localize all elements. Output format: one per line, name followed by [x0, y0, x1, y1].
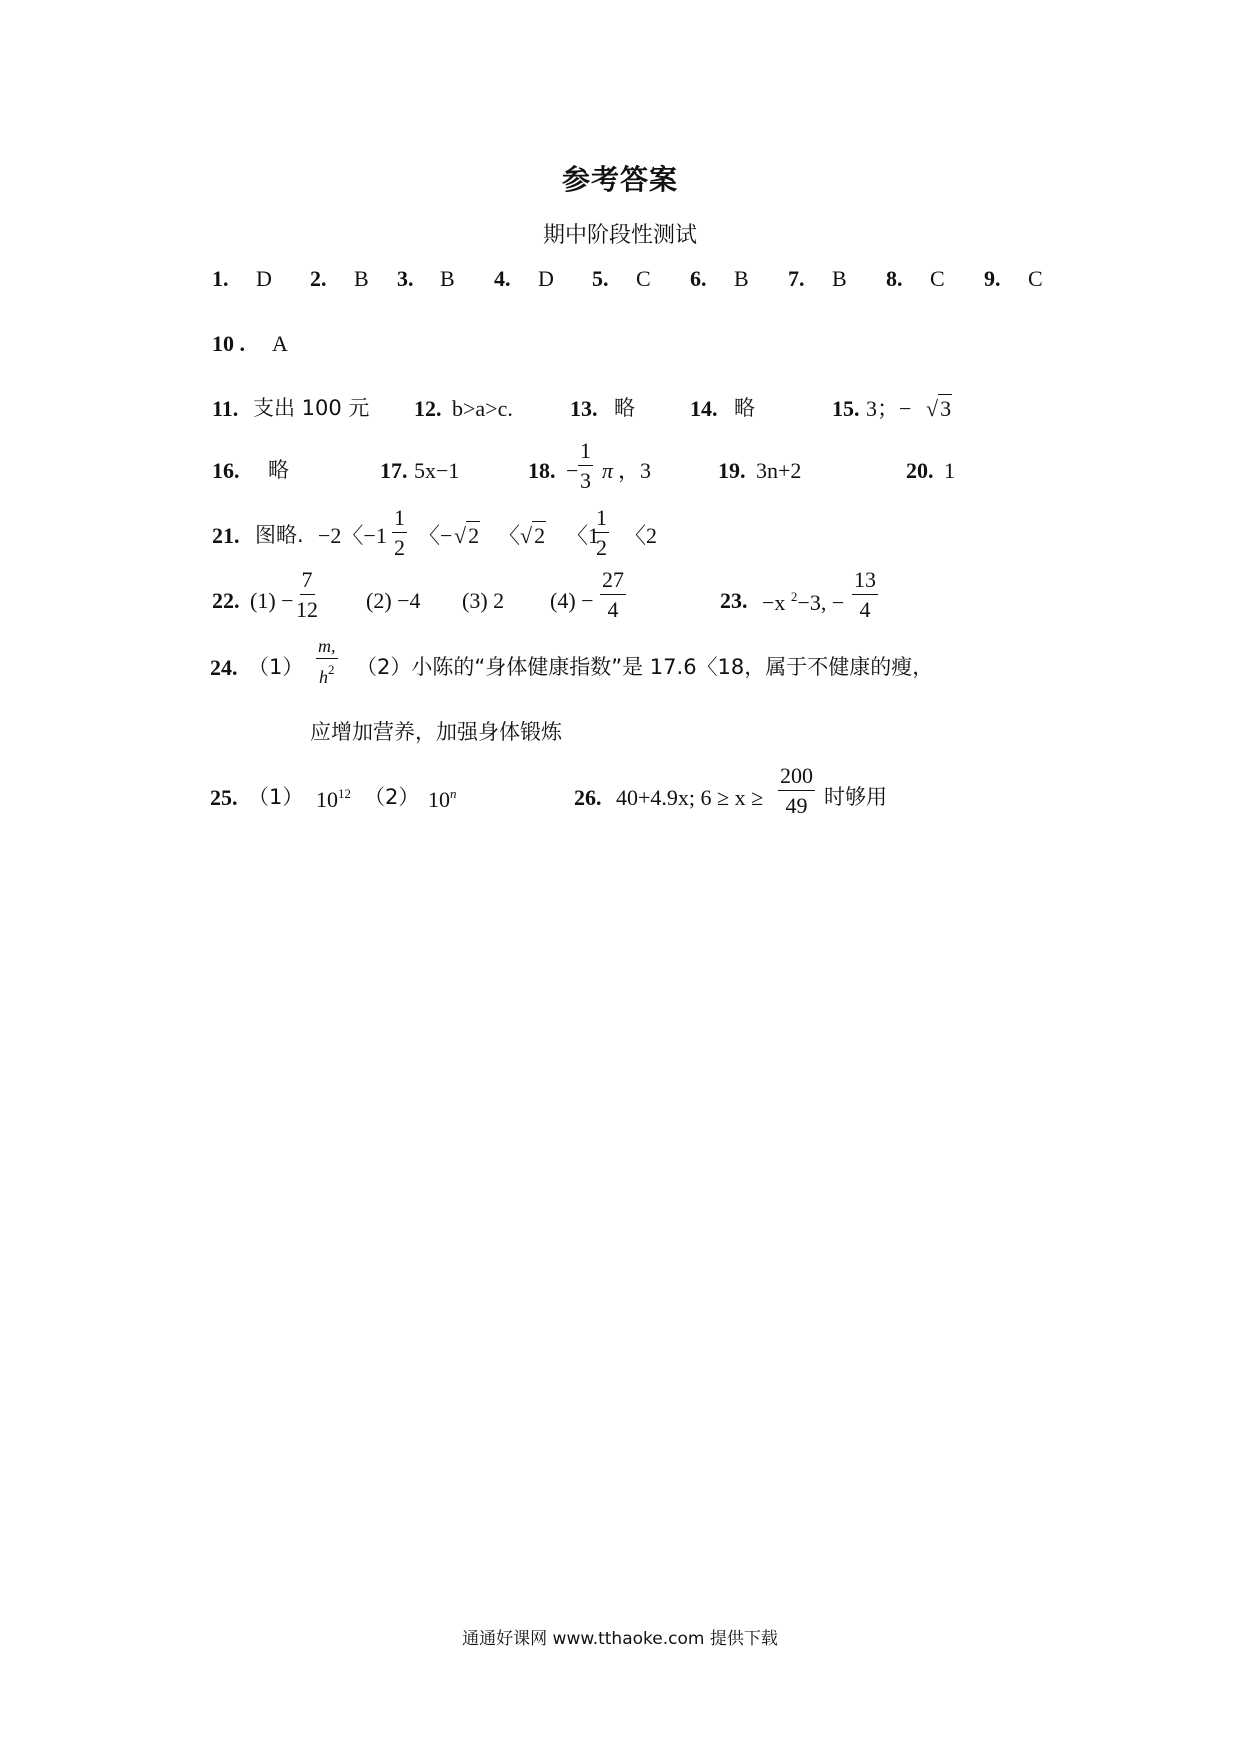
denominator: 4	[607, 597, 619, 622]
answer: C	[930, 266, 945, 291]
question-number: 10 .	[212, 331, 245, 356]
answers-row-7-continued	[0, 722, 1240, 762]
answer: 40+4.9x; 6 ≥ x ≥	[616, 785, 764, 810]
question-number: 5.	[592, 266, 609, 291]
question-number: 4.	[494, 266, 511, 291]
base: 10	[428, 787, 450, 812]
answer: B	[734, 266, 749, 291]
sub-answer: (4) −	[550, 588, 594, 613]
exponent: n	[450, 786, 457, 801]
question-number: 16.	[212, 458, 240, 483]
answer: 5x−1	[414, 458, 460, 483]
answer: 略	[734, 396, 755, 420]
expr-rest: −3, −	[797, 590, 845, 615]
inequality-part: 〈2	[624, 523, 658, 548]
fraction	[296, 569, 318, 621]
fraction	[392, 507, 407, 559]
answer: 略	[614, 396, 635, 420]
answer: C	[636, 266, 651, 291]
answers-row-5	[0, 505, 1240, 565]
inequality-part: 〈	[498, 523, 521, 548]
answers-row-4	[0, 438, 1240, 500]
question-number: 23.	[720, 588, 748, 613]
sub-answer: （1）	[248, 655, 304, 679]
answer: ，3	[618, 458, 652, 483]
denominator: 4	[859, 597, 871, 622]
numerator: 1	[578, 440, 593, 466]
exponent: 2	[790, 589, 798, 604]
numerator: 13	[852, 569, 878, 595]
answers-row-3	[0, 398, 1240, 438]
exponent: 12	[338, 786, 351, 801]
radicand: 3	[940, 396, 952, 421]
fraction	[578, 440, 593, 492]
answer	[762, 590, 844, 614]
denominator	[319, 659, 335, 686]
denominator: 49	[785, 793, 808, 818]
denominator: 3	[580, 468, 591, 493]
sqrt-expression: √3	[926, 396, 952, 421]
answer-prefix: 图略.	[255, 523, 304, 547]
exponent: 2	[328, 662, 335, 677]
fraction	[778, 765, 815, 817]
question-number: 20.	[906, 458, 934, 483]
question-number: 19.	[718, 458, 746, 483]
base: 10	[316, 787, 338, 812]
answer: 3；−	[866, 396, 912, 421]
sign: −	[566, 458, 579, 483]
answer: B	[440, 266, 455, 291]
answers-row-1	[0, 268, 1240, 308]
numerator: 1	[392, 507, 407, 533]
answers-row-8	[0, 763, 1240, 827]
answer: B	[354, 266, 369, 291]
sub-answer: （2）小陈的“身体健康指数”是 17.6〈18，属于不健康的瘦，	[356, 655, 934, 679]
question-number: 24.	[210, 655, 238, 680]
fraction	[852, 569, 878, 621]
answer: 1	[944, 458, 955, 483]
question-number: 7.	[788, 266, 805, 291]
answer: D	[256, 266, 272, 291]
inequality-part: 〈1	[566, 523, 600, 548]
question-number: 3.	[397, 266, 414, 291]
power-expression	[316, 787, 351, 811]
question-number: 11.	[212, 396, 239, 421]
sqrt-expression: √2	[520, 523, 546, 548]
question-number: 2.	[310, 266, 327, 291]
answers-row-2	[0, 333, 1240, 373]
inequality-part: −2〈−1	[318, 523, 387, 548]
denominator: 12	[296, 597, 318, 622]
answer: 略	[268, 458, 289, 482]
inequality-part: 〈−	[418, 523, 453, 548]
answer: 3n+2	[756, 458, 802, 483]
denominator: 2	[596, 535, 607, 560]
sub-answer: （2）	[364, 785, 420, 809]
numerator: 7	[300, 569, 315, 595]
denominator-base: h	[319, 667, 328, 687]
sub-answer: （1）	[248, 785, 304, 809]
numerator: 1	[594, 507, 609, 533]
answer: C	[1028, 266, 1043, 291]
numerator: 200	[778, 765, 815, 791]
sub-answer: (2) −4	[366, 588, 421, 613]
question-number: 9.	[984, 266, 1001, 291]
numerator: 27	[600, 569, 626, 595]
fraction	[316, 637, 338, 686]
answer: B	[832, 266, 847, 291]
power-expression	[428, 787, 457, 811]
question-number: 6.	[690, 266, 707, 291]
answer: 支出 100 元	[253, 396, 370, 420]
page-subtitle: 期中阶段性测试	[542, 223, 697, 248]
question-number: 22.	[212, 588, 240, 613]
answer-suffix: 时够用	[824, 785, 887, 809]
question-number: 25.	[210, 785, 238, 810]
answer: b>a>c.	[452, 396, 513, 421]
footer-source: 通通好课网 www.tthaoke.com 提供下载	[462, 1629, 778, 1649]
page-title: 参考答案	[561, 163, 678, 196]
question-number: 18.	[528, 458, 556, 483]
question-number: 26.	[574, 785, 602, 810]
pi-symbol: π	[602, 458, 614, 483]
expr-base: −x	[762, 590, 786, 615]
answer: D	[538, 266, 554, 291]
fraction	[600, 569, 626, 621]
answers-row-6	[0, 567, 1240, 630]
sub-answer: (3) 2	[462, 588, 505, 613]
answer: A	[272, 331, 288, 356]
radicand: 2	[534, 523, 546, 548]
sqrt-expression: √2	[454, 523, 480, 548]
sub-answer: (1) −	[250, 588, 294, 613]
denominator: 2	[394, 535, 405, 560]
answer-continuation: 应增加营养，加强身体锻炼	[310, 720, 562, 744]
question-number: 17.	[380, 458, 408, 483]
question-number: 15.	[832, 396, 860, 421]
question-number: 13.	[570, 396, 598, 421]
question-number: 14.	[690, 396, 718, 421]
fraction	[594, 507, 609, 559]
question-number: 21.	[212, 523, 240, 548]
radicand: 2	[468, 523, 480, 548]
question-number: 1.	[212, 266, 229, 291]
question-number: 8.	[886, 266, 903, 291]
numerator: m,	[316, 637, 338, 659]
answers-row-7	[0, 636, 1240, 697]
question-number: 12.	[414, 396, 442, 421]
